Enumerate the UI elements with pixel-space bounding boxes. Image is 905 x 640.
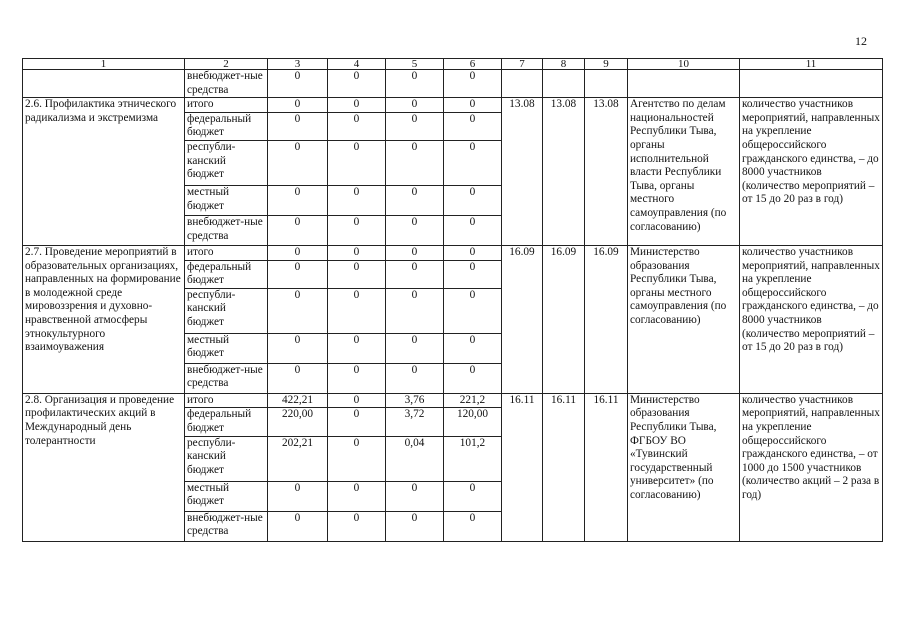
value-cell: 0	[328, 436, 386, 481]
value-cell: 0	[386, 245, 444, 260]
value-cell: 0	[386, 511, 444, 541]
funding-source-cell: внебюджет-ные средства	[185, 215, 268, 245]
value-cell: 0	[328, 363, 386, 393]
value-cell: 0	[328, 393, 386, 408]
value-cell: 0	[444, 98, 502, 113]
executor-cell: Министерство образования Республики Тыва, ФГБОУ ВО «Тувинский государственный университет» (по согласованию)	[628, 393, 740, 541]
activity-name-cell	[23, 70, 185, 98]
value-cell: 0	[268, 260, 328, 288]
program-activities-table	[22, 58, 883, 542]
funding-source-cell: итого	[185, 245, 268, 260]
value-cell: 0	[328, 408, 386, 436]
column-number: 8	[543, 59, 585, 70]
value-cell: 0	[444, 511, 502, 541]
date-cell: 16.09	[543, 245, 585, 393]
value-cell: 0	[268, 112, 328, 140]
value-cell: 101,2	[444, 436, 502, 481]
date-cell: 13.08	[543, 98, 585, 246]
value-cell: 120,00	[444, 408, 502, 436]
funding-source-cell: республи-канский бюджет	[185, 436, 268, 481]
empty-cell	[502, 70, 543, 98]
value-cell: 0	[444, 70, 502, 98]
value-cell: 0	[328, 481, 386, 511]
value-cell: 0	[386, 333, 444, 363]
value-cell: 0	[268, 288, 328, 333]
executor-cell: Министерство образования Республики Тыва, органы местного самоуправления (по согласованию)	[628, 245, 740, 393]
column-number: 5	[386, 59, 444, 70]
funding-source-cell: федеральный бюджет	[185, 112, 268, 140]
value-cell: 0	[444, 333, 502, 363]
funding-source-cell: внебюджет-ные средства	[185, 363, 268, 393]
column-number: 7	[502, 59, 543, 70]
date-cell: 16.11	[502, 393, 543, 541]
value-cell: 0	[328, 140, 386, 185]
empty-cell	[543, 70, 585, 98]
funding-source-cell: итого	[185, 393, 268, 408]
value-cell: 0	[328, 185, 386, 215]
value-cell: 422,21	[268, 393, 328, 408]
value-cell: 202,21	[268, 436, 328, 481]
value-cell: 0	[386, 70, 444, 98]
value-cell: 0	[328, 511, 386, 541]
date-cell: 13.08	[502, 98, 543, 246]
funding-source-cell: внебюджет-ные средства	[185, 70, 268, 98]
column-number: 6	[444, 59, 502, 70]
value-cell: 3,72	[386, 408, 444, 436]
value-cell: 220,00	[268, 408, 328, 436]
date-cell: 16.09	[585, 245, 628, 393]
column-number: 11	[740, 59, 883, 70]
value-cell: 221,2	[444, 393, 502, 408]
table-row	[23, 393, 883, 408]
value-cell: 0	[386, 481, 444, 511]
funding-source-cell: местный бюджет	[185, 185, 268, 215]
column-number: 10	[628, 59, 740, 70]
column-number: 2	[185, 59, 268, 70]
value-cell: 0	[386, 288, 444, 333]
value-cell: 3,76	[386, 393, 444, 408]
value-cell: 0	[444, 185, 502, 215]
value-cell: 0	[386, 363, 444, 393]
empty-cell	[585, 70, 628, 98]
value-cell: 0	[328, 245, 386, 260]
value-cell: 0	[444, 140, 502, 185]
value-cell: 0	[268, 511, 328, 541]
value-cell: 0	[328, 288, 386, 333]
value-cell: 0	[386, 215, 444, 245]
column-number: 9	[585, 59, 628, 70]
funding-source-cell: местный бюджет	[185, 481, 268, 511]
column-number: 4	[328, 59, 386, 70]
activity-name-cell: 2.6. Профилактика этнического радикализма и экстремизма	[23, 98, 185, 246]
value-cell: 0	[268, 363, 328, 393]
table-row	[23, 98, 883, 113]
value-cell: 0	[386, 140, 444, 185]
value-cell: 0	[444, 215, 502, 245]
value-cell: 0	[328, 98, 386, 113]
value-cell: 0	[444, 288, 502, 333]
activity-name-cell: 2.8. Организация и проведение профилактических акций в Международный день толерантности	[23, 393, 185, 541]
funding-source-cell: внебюджет-ные средства	[185, 511, 268, 541]
column-number: 3	[268, 59, 328, 70]
value-cell: 0	[386, 112, 444, 140]
value-cell: 0	[268, 70, 328, 98]
value-cell: 0	[386, 185, 444, 215]
activity-name-cell: 2.7. Проведение мероприятий в образовательных организациях, направленных на формирование в молодежной среде мировоззрения и духовно-нравственной атмосферы этнокультурного взаимоуважения	[23, 245, 185, 393]
funding-source-cell: республи-канский бюджет	[185, 288, 268, 333]
date-cell: 16.09	[502, 245, 543, 393]
funding-source-cell: федеральный бюджет	[185, 260, 268, 288]
column-number: 1	[23, 59, 185, 70]
table-row	[23, 245, 883, 260]
result-cell: количество участников мероприятий, направленных на укрепление общероссийского гражданского единства, – до 8000 участников (количество мероприятий – от 15 до 20 раз в год)	[740, 245, 883, 393]
value-cell: 0	[328, 70, 386, 98]
empty-cell	[740, 70, 883, 98]
value-cell: 0	[268, 215, 328, 245]
date-cell: 13.08	[585, 98, 628, 246]
value-cell: 0	[268, 185, 328, 215]
value-cell: 0	[328, 260, 386, 288]
value-cell: 0,04	[386, 436, 444, 481]
value-cell: 0	[444, 260, 502, 288]
value-cell: 0	[386, 260, 444, 288]
empty-cell	[628, 70, 740, 98]
value-cell: 0	[444, 245, 502, 260]
executor-cell: Агентство по делам национальностей Республики Тыва, органы исполнительной власти Республики Тыва, органы местного самоуправления (по согласованию)	[628, 98, 740, 246]
date-cell: 16.11	[543, 393, 585, 541]
funding-source-cell: республи-канский бюджет	[185, 140, 268, 185]
column-number-row	[23, 59, 883, 70]
value-cell: 0	[386, 98, 444, 113]
value-cell: 0	[444, 363, 502, 393]
date-cell: 16.11	[585, 393, 628, 541]
value-cell: 0	[268, 333, 328, 363]
value-cell: 0	[444, 112, 502, 140]
value-cell: 0	[268, 245, 328, 260]
value-cell: 0	[444, 481, 502, 511]
table-body	[23, 59, 883, 542]
page-number: 12	[855, 34, 867, 48]
value-cell: 0	[328, 112, 386, 140]
value-cell: 0	[328, 215, 386, 245]
value-cell: 0	[328, 333, 386, 363]
value-cell: 0	[268, 481, 328, 511]
funding-source-cell: итого	[185, 98, 268, 113]
funding-source-cell: местный бюджет	[185, 333, 268, 363]
funding-source-cell: федеральный бюджет	[185, 408, 268, 436]
value-cell: 0	[268, 140, 328, 185]
value-cell: 0	[268, 98, 328, 113]
table-row	[23, 70, 883, 98]
result-cell: количество участников мероприятий, направленных на укрепление общероссийского гражданского единства, – от 1000 до 1500 участников (количество акций – 2 раза в год)	[740, 393, 883, 541]
result-cell: количество участников мероприятий, направленных на укрепление общероссийского гражданского единства, – до 8000 участников (количество мероприятий – от 15 до 20 раз в год)	[740, 98, 883, 246]
